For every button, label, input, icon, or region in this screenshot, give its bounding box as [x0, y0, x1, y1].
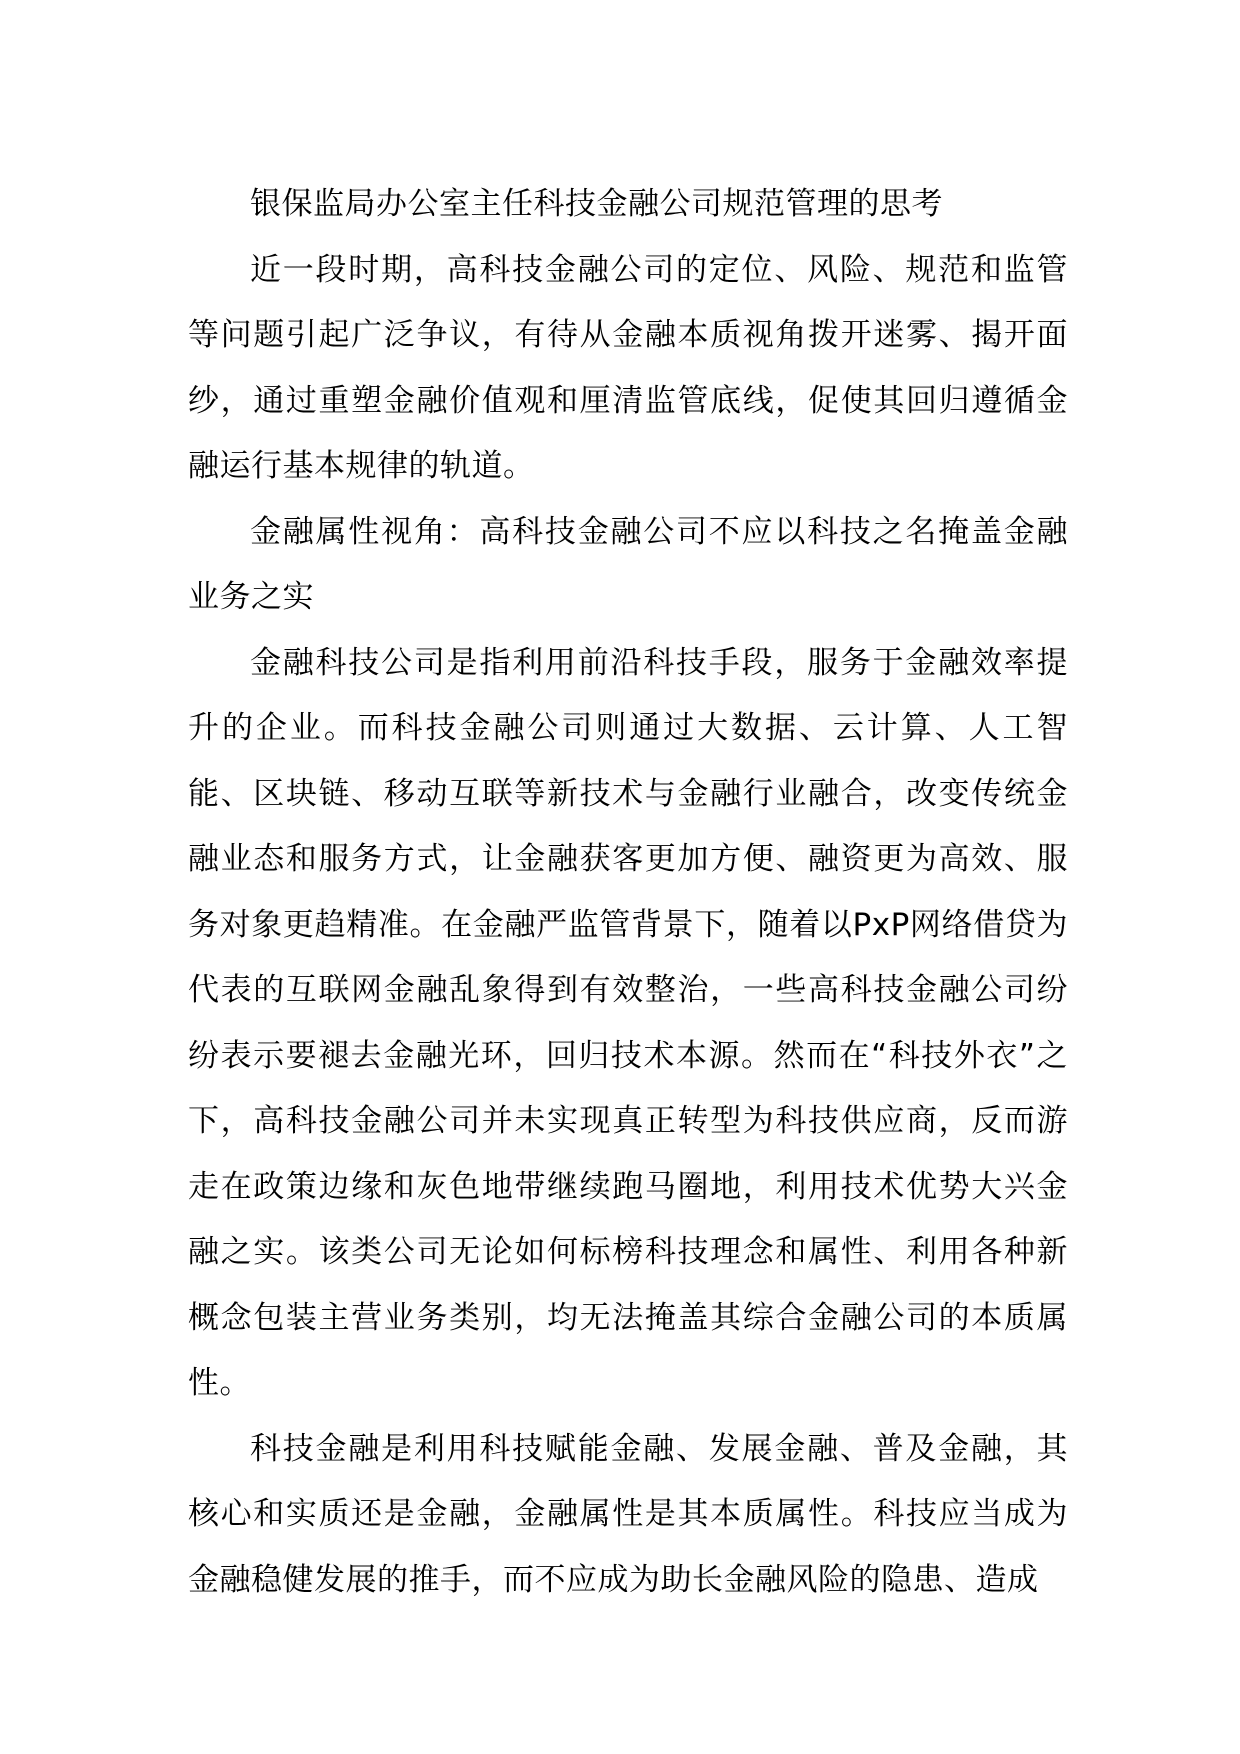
section-heading: 金融属性视角：高科技金融公司不应以科技之名掩盖金融业务之实: [188, 513, 1068, 615]
document-title: 银保监局办公室主任科技金融公司规范管理的思考: [250, 186, 943, 222]
document-page: [188, 172, 1068, 1613]
paragraph-intro: 近一段时期，高科技金融公司的定位、风险、规范和监管等问题引起广泛争议，有待从金融本质视角拨开迷雾、揭开面纱，通过重塑金融价值观和厘清监管底线，促使其回归遵循金融运行基本规律的轨道。: [188, 251, 1068, 484]
paragraph-essence: 科技金融是利用科技赋能金融、发展金融、普及金融，其核心和实质还是金融，金融属性是其本质属性。科技应当成为金融稳健发展的推手，而不应成为助长金融风险的隐患、造成: [188, 1430, 1068, 1598]
paragraph-definition: 金融科技公司是指利用前沿科技手段，服务于金融效率提升的企业。而科技金融公司则通过大数据、云计算、人工智能、区块链、移动互联等新技术与金融行业融合，改变传统金融业态和服务方式，让金融获客更加方便、融资更为高效、服务对象更趋精准。在金融严监管背景下，随着以PxP网络借贷为代表的互联网金融乱象得到有效整治，一些高科技金融公司纷纷表示要褪去金融光环，回归技术本源。然而在“科技外衣”之下，高科技金融公司并未实现真正转型为科技供应商，反而游走在政策边缘和灰色地带继续跑马圈地，利用技术优势大兴金融之实。该类公司无论如何标榜科技理念和属性、利用各种新概念包装主营业务类别，均无法掩盖其综合金融公司的本质属性。: [188, 644, 1068, 1401]
